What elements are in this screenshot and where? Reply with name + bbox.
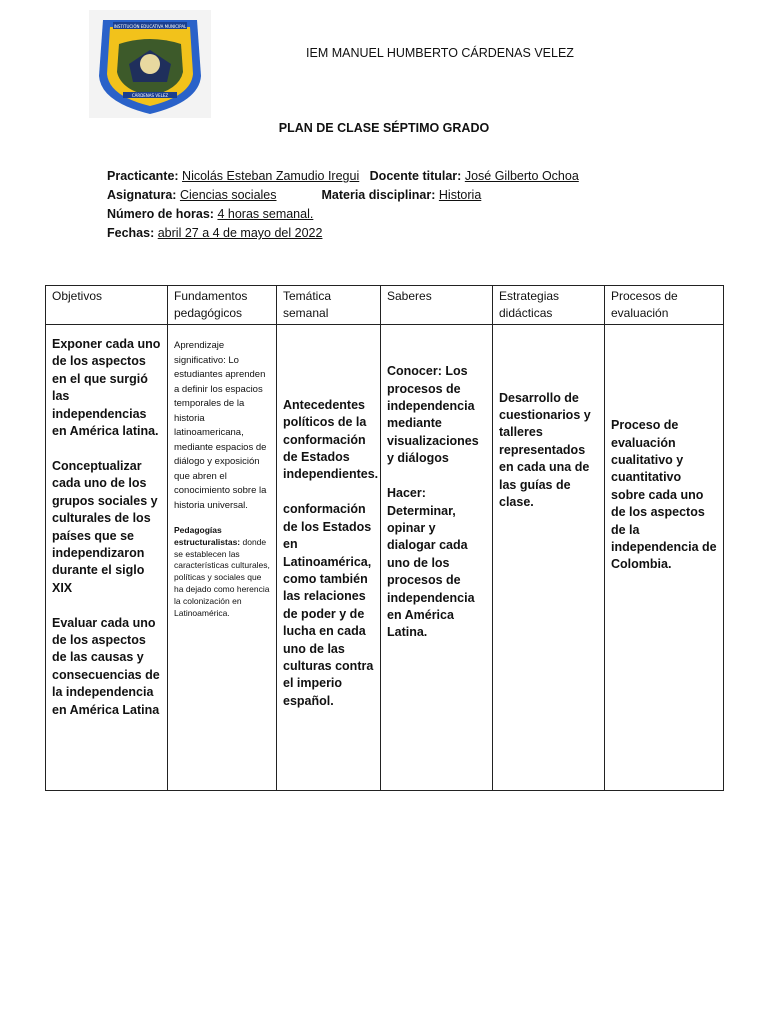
fundamentos-text-1: Aprendizaje significativo: Lo estudiantes aprenden a definir los espacios temporales de la historia latinoamericana, mediante espacios de diálogo y exposición que abren el conocimiento sobre la historia universal. bbox=[174, 340, 267, 511]
fechas-label: Fechas: bbox=[107, 226, 155, 240]
cell-fundamentos bbox=[168, 325, 277, 791]
fundamentos-text-2 bbox=[174, 525, 270, 619]
evaluacion-text: Proceso de evaluación cualitativo y cuantitativo sobre cada uno de los aspectos de la independencia de Colombia. bbox=[611, 418, 717, 572]
materia-label: Materia disciplinar: bbox=[321, 188, 436, 202]
school-logo bbox=[89, 10, 211, 118]
estrategias-text: Desarrollo de cuestionarios y talleres representados en cada una de las guías de clase. bbox=[499, 390, 591, 509]
horas-value: 4 horas semanal. bbox=[217, 207, 314, 221]
practicante-label: Practicante: bbox=[107, 169, 179, 183]
header-evaluacion: Procesos de evaluación bbox=[605, 286, 724, 325]
horas-label: Número de horas: bbox=[107, 207, 214, 221]
school-name: IEM MANUEL HUMBERTO CÁRDENAS VELEZ bbox=[306, 46, 574, 60]
plan-title: PLAN DE CLASE SÉPTIMO GRADO bbox=[278, 121, 490, 135]
fechas-value: abril 27 a 4 de mayo del 2022 bbox=[157, 226, 323, 240]
asignatura-value: Ciencias sociales bbox=[179, 188, 277, 202]
lesson-plan-table bbox=[45, 285, 724, 791]
fundamentos-2-rest: donde se establecen las características culturales, políticas y sociales que ha dejado como herencia la colonización en Latinoamérica. bbox=[174, 536, 270, 618]
saberes-text: Conocer: Los procesos de independencia mediante visualizaciones y diálogos Hacer: Determinar, opinar y dialogar cada uno de los procesos de independencia en América Latina. bbox=[387, 364, 479, 640]
cell-estrategias bbox=[493, 325, 605, 791]
cell-tematica bbox=[277, 325, 381, 791]
header-tematica: Temática semanal bbox=[277, 286, 381, 325]
header-saberes: Saberes bbox=[381, 286, 493, 325]
cell-saberes bbox=[381, 325, 493, 791]
info-line-2 bbox=[107, 188, 481, 202]
practicante-value: Nicolás Esteban Zamudio Iregui bbox=[182, 169, 360, 183]
asignatura-label: Asignatura: bbox=[107, 188, 177, 202]
materia-value: Historia bbox=[438, 188, 482, 202]
info-line-3 bbox=[107, 207, 313, 221]
cell-evaluacion bbox=[605, 325, 724, 791]
cell-objetivos bbox=[46, 325, 168, 791]
header-objetivos: Objetivos bbox=[46, 286, 168, 325]
header-estrategias: Estrategias didácticas bbox=[493, 286, 605, 325]
info-line-4 bbox=[107, 226, 322, 240]
docente-value: José Gilberto Ochoa bbox=[464, 169, 579, 183]
info-line-1 bbox=[107, 169, 579, 183]
fundamentos-2-lead: Pedagogías estructuralistas: bbox=[174, 525, 241, 547]
header-fundamentos: Fundamentos pedagógicos bbox=[168, 286, 277, 325]
tematica-text: Antecedentes políticos de la conformación de Estados independientes. conformación de los Estados en Latinoamérica, como también las relaciones de poder y de lucha en cada uno de las culturas contra el imperio español. bbox=[283, 397, 379, 708]
logo-text-bottom: CÁRDENAS VELEZ bbox=[131, 93, 169, 98]
docente-label: Docente titular: bbox=[369, 169, 462, 183]
table-header-row bbox=[46, 286, 724, 325]
table-row bbox=[46, 325, 724, 791]
objetivos-text: Exponer cada uno de los aspectos en el que surgió las independencias en América latina. Conceptualizar cada uno de los grupos sociales y culturales de los países que se independizaron durante el siglo XIX Evaluar cada uno de los aspectos de las causas y consecuencias de la independencia en América Latina bbox=[52, 337, 161, 717]
logo-text-top: INSTITUCIÓN EDUCATIVA MUNICIPAL bbox=[113, 24, 187, 29]
